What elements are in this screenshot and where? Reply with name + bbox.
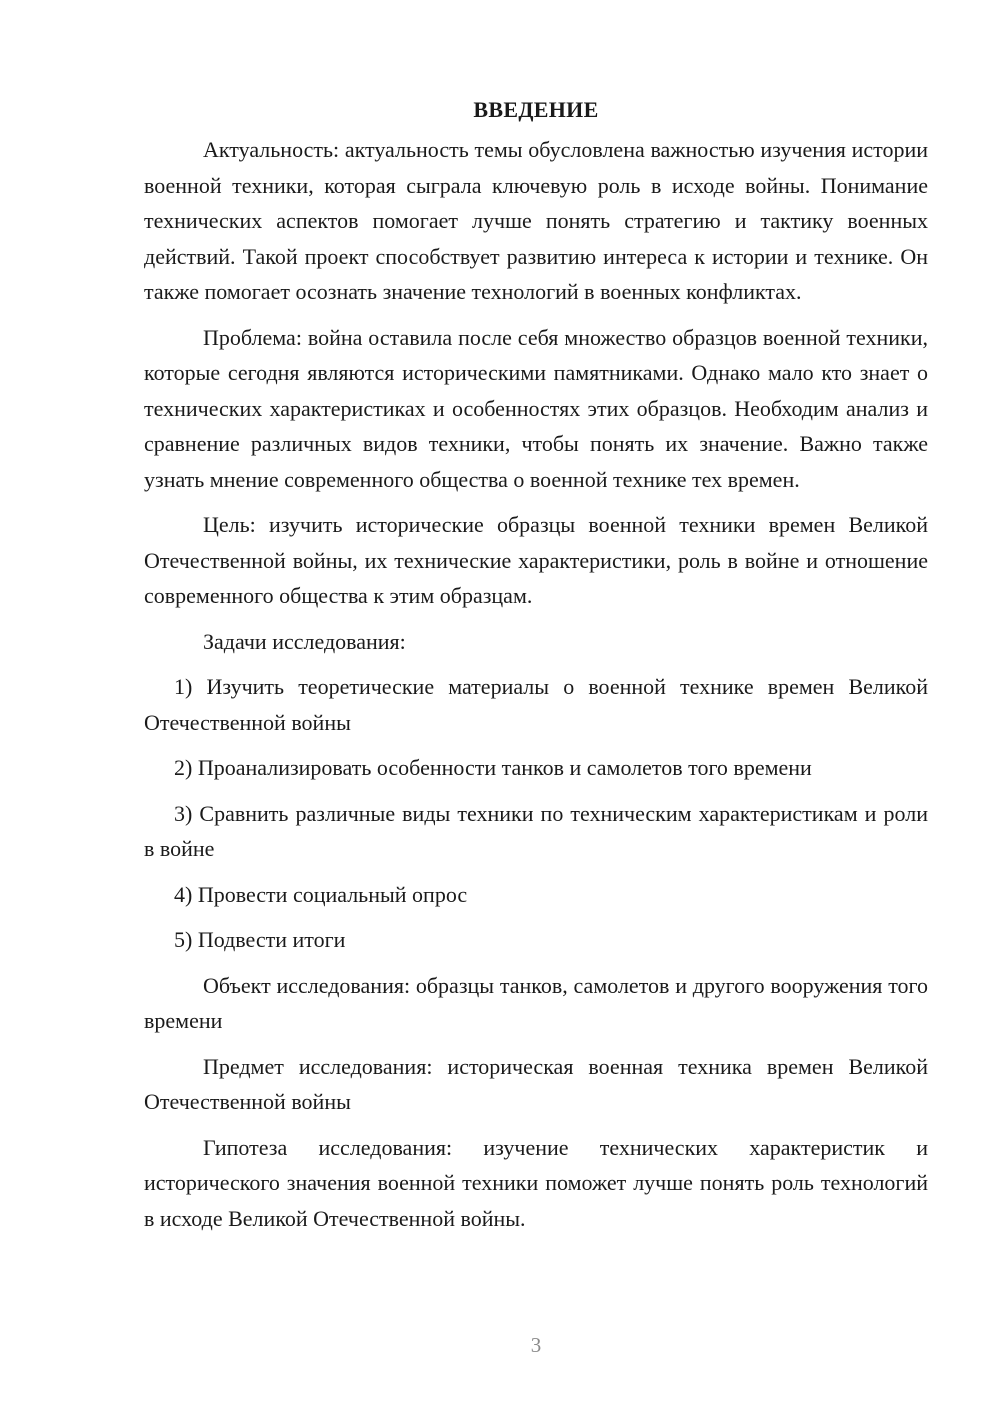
tasks-heading: Задачи исследования: xyxy=(203,628,406,654)
subject-paragraph: Предмет исследования: историческая военная техника времен Великой Отечественной войны xyxy=(144,1053,928,1114)
object-paragraph: Объект исследования: образцы танков, самолетов и другого вооружения того времени xyxy=(144,972,928,1033)
task-item-4: 4) Провести социальный опрос xyxy=(174,881,468,907)
task-item-3: 3) Сравнить различные виды техники по техническим характеристикам и роли в войне xyxy=(144,800,928,861)
task-item-5: 5) Подвести итоги xyxy=(174,927,346,952)
problem-paragraph: Проблема: война оставила после себя множество образцов военной техники, которые сегодня являются историческими памятниками. Однако мало кто знает о технических характеристиках и особенностях этих образцов. Необходим анализ и сравнение различных видов техники, чтобы понять их значение. Важно также узнать мнение современного общества о военной технике тех времен. xyxy=(144,324,928,492)
goal-paragraph: Цель: изучить исторические образцы военной техники времен Великой Отечественной войны, их технические характеристики, роль в войне и отношение современного общества к этим образцам. xyxy=(144,512,928,608)
page-title: ВВЕДЕНИЕ xyxy=(473,97,599,122)
document-page xyxy=(144,92,928,1246)
relevance-paragraph: Актуальность: актуальность темы обусловлена важностью изучения истории военной техники, которая сыграла ключевую роль в исходе войны. Понимание технических аспектов помогает лучше понять стратегию и тактику военных действий. Такой проект способствует развитию интереса к истории и технике. Он также помогает осознать значение технологий в военных конфликтах. xyxy=(144,137,928,304)
task-item-1: 1) Изучить теоретические материалы о военной технике времен Великой Отечественной войны xyxy=(144,674,928,735)
hypothesis-paragraph: Гипотеза исследования: изучение технических характеристик и исторического значения военной техники поможет лучше понять роль технологий в исходе Великой Отечественной войны. xyxy=(144,1134,928,1231)
page-number: 3 xyxy=(530,1333,542,1357)
task-item-2: 2) Проанализировать особенности танков и самолетов того времени xyxy=(174,755,812,780)
